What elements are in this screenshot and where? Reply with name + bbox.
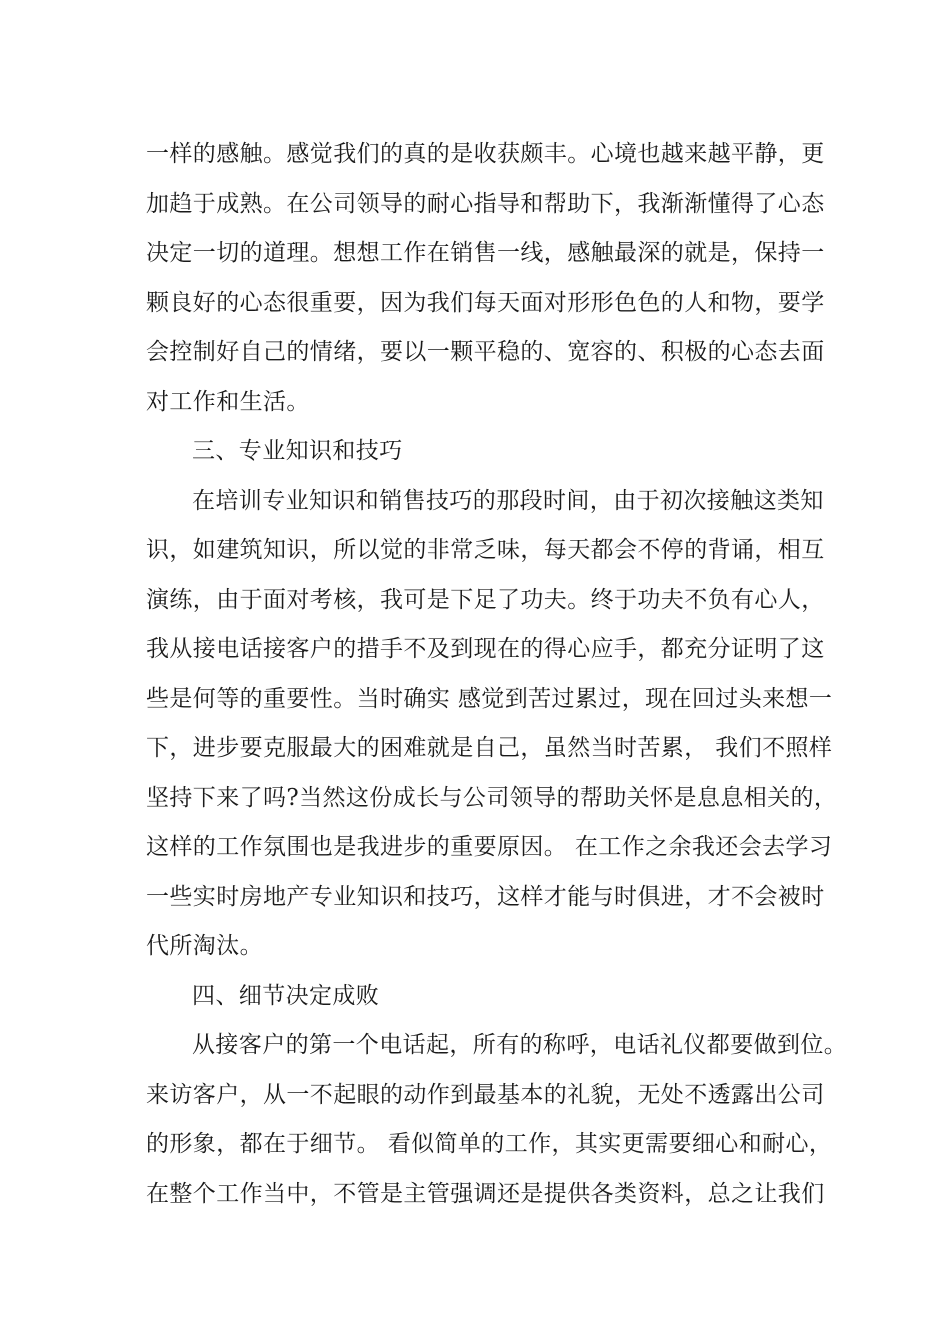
text-line: 些是何等的重要性。当时确实 感觉到苦过累过，现在回过头来想一 xyxy=(146,685,833,712)
text-line: 一样的感触。感觉我们的真的是收获颇丰。心境也越来越平静，更 xyxy=(146,141,825,167)
text-line: 来访客户，从一不起眼的动作到最基本的礼貌，无处不透露出公司 xyxy=(146,1081,825,1108)
section-heading: 三、专业知识和技巧 xyxy=(192,438,403,464)
text-line: 加趋于成熟。在公司领导的耐心指导和帮助下，我渐渐懂得了心态 xyxy=(146,190,825,217)
text-line: 一些实时房地产专业知识和技巧，这样才能与时俱进，才不会被时 xyxy=(146,883,825,910)
paragraph-first-line: 从接客户的第一个电话起，所有的称呼，电话礼仪都要做到位。 xyxy=(192,1032,848,1058)
section-heading: 四、细节决定成败 xyxy=(192,982,380,1009)
document-body xyxy=(146,130,848,1219)
paragraph-first-line: 在培训专业知识和销售技巧的那段时间，由于初次接触这类知 xyxy=(192,487,824,514)
text-line: 坚持下来了吗?当然这份成长与公司领导的帮助关怀是息息相关的， xyxy=(146,784,838,811)
text-line: 颗良好的心态很重要，因为我们每天面对形形色色的人和物，要学 xyxy=(146,289,825,316)
text-line: 这样的工作氛围也是我进步的重要原因。 在工作之余我还会去学习 xyxy=(146,834,833,860)
text-line: 的形象，都在于细节。 看似简单的工作，其实更需要细心和耐心， xyxy=(146,1131,833,1157)
text-line: 演练，由于面对考核，我可是下足了功夫。终于功夫不负有心人， xyxy=(146,586,825,613)
text-line: 代所淘汰。 xyxy=(146,933,263,959)
text-line: 识，如建筑知识，所以觉的非常乏味，每天都会不停的背诵，相互 xyxy=(146,537,825,563)
text-line: 决定一切的道理。想想工作在销售一线，感触最深的就是，保持一 xyxy=(146,240,825,266)
text-line: 在整个工作当中，不管是主管强调还是提供各类资料，总之让我们 xyxy=(146,1180,825,1207)
text-line: 对工作和生活。 xyxy=(146,388,310,415)
text-line: 会控制好自己的情绪，要以一颗平稳的、宽容的、积极的心态去面 xyxy=(146,339,825,365)
text-line: 我从接电话接客户的措手不及到现在的得心应手，都充分证明了这 xyxy=(146,636,825,662)
text-line: 下，进步要克服最大的困难就是自己，虽然当时苦累， 我们不照样 xyxy=(146,735,833,761)
